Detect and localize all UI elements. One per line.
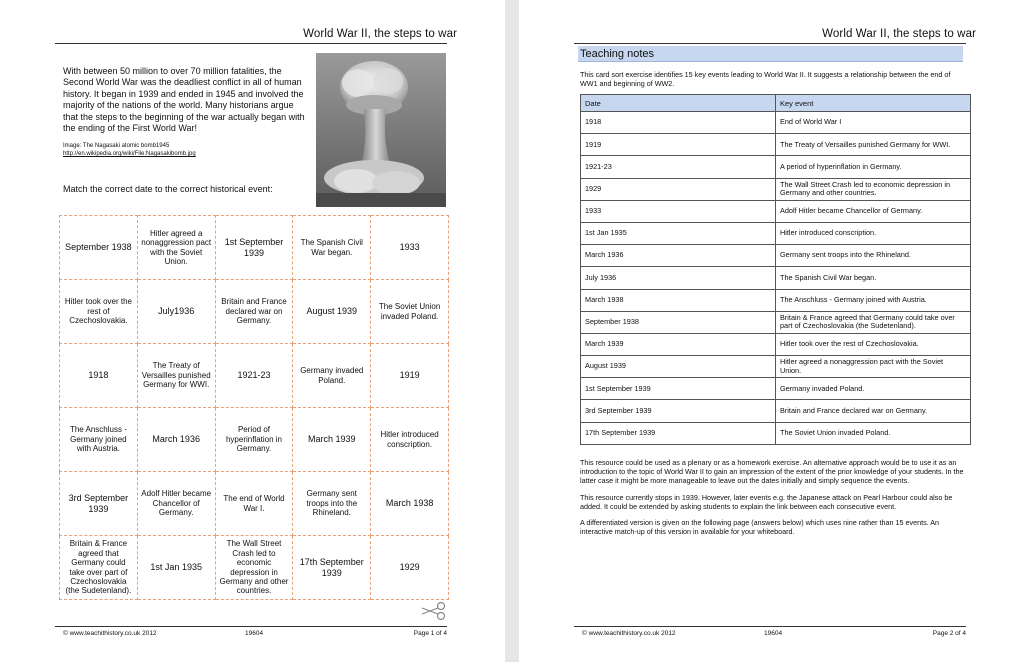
- sort-card[interactable]: Hitler took over the rest of Czechoslovakia.: [60, 280, 138, 344]
- event-description-cell: Germany invaded Poland.: [776, 378, 971, 400]
- event-description-cell: Hitler agreed a nonaggression pact with the Soviet Union.: [776, 356, 971, 378]
- footer-copyright: © www.teachithistory.co.uk 2012: [63, 630, 157, 637]
- notes-paragraph: A differentiated version is given on the following page (answers below) which uses nine rather than 15 events. An interactive match-up of this version in available for your whiteboard.: [580, 518, 940, 537]
- event-description-cell: End of World War I: [776, 112, 971, 134]
- table-row: [581, 356, 971, 378]
- sort-card[interactable]: Hitler introduced conscription.: [371, 408, 449, 472]
- page-header-title: World War II, the steps to war: [303, 28, 457, 40]
- event-date-cell: July 1936: [581, 267, 776, 289]
- sort-card[interactable]: The Wall Street Crash led to economic depression in Germany and other countries.: [215, 536, 293, 600]
- teaching-notes-body: [580, 458, 965, 543]
- table-header-row: [581, 95, 971, 112]
- event-date-cell: 1st Jan 1935: [581, 222, 776, 244]
- sort-card[interactable]: Britain & France agreed that Germany could take over part of Czechoslovakia (the Sudetenland).: [60, 536, 138, 600]
- header-rule: [574, 43, 966, 44]
- sort-card[interactable]: Hitler agreed a nonaggression pact with the Soviet Union.: [137, 216, 215, 280]
- event-description-cell: Britain and France declared war on Germany.: [776, 400, 971, 422]
- sort-card[interactable]: The Anschluss - Germany joined with Austria.: [60, 408, 138, 472]
- table-row: [581, 378, 971, 400]
- event-description-cell: Britain & France agreed that Germany could take over part of Czechoslovakia (the Sudetenland).: [776, 311, 971, 333]
- event-date-cell: 1929: [581, 178, 776, 200]
- sort-card[interactable]: Germany invaded Poland.: [293, 344, 371, 408]
- table-row: [581, 267, 971, 289]
- sort-card[interactable]: 1918: [60, 344, 138, 408]
- header-rule: [55, 43, 447, 44]
- table-row: [581, 222, 971, 244]
- nagasaki-bomb-photo: [316, 53, 446, 207]
- event-description-cell: Adolf Hitler became Chancellor of Germany.: [776, 200, 971, 222]
- footer-code: 19604: [764, 630, 783, 637]
- event-description-cell: Hitler introduced conscription.: [776, 222, 971, 244]
- sort-card[interactable]: 3rd September 1939: [60, 472, 138, 536]
- scissors-icon: [420, 601, 448, 621]
- footer-code: 19604: [245, 630, 264, 637]
- card-sort-grid: [59, 215, 449, 600]
- sort-card[interactable]: September 1938: [60, 216, 138, 280]
- table-row: [581, 112, 971, 134]
- sort-card[interactable]: 1919: [371, 344, 449, 408]
- event-description-cell: The Anschluss - Germany joined with Austria.: [776, 289, 971, 311]
- teaching-notes-heading: Teaching notes: [578, 46, 963, 62]
- event-date-cell: 1933: [581, 200, 776, 222]
- event-description-cell: Germany sent troops into the Rhineland.: [776, 245, 971, 267]
- sort-card[interactable]: March 1939: [293, 408, 371, 472]
- event-description-cell: The Wall Street Crash led to economic depression in Germany and other countries.: [776, 178, 971, 200]
- event-description-cell: Hitler took over the rest of Czechoslovakia.: [776, 333, 971, 355]
- event-description-cell: The Soviet Union invaded Poland.: [776, 422, 971, 444]
- key-events-table: [580, 94, 971, 445]
- footer-page-number: Page 1 of 4: [413, 630, 447, 637]
- card-row: [60, 472, 449, 536]
- event-date-cell: 1919: [581, 134, 776, 156]
- table-row: [581, 200, 971, 222]
- footer-copyright: © www.teachithistory.co.uk 2012: [582, 630, 676, 637]
- table-row: [581, 178, 971, 200]
- image-credit-link[interactable]: http://en.wikipedia.org/wiki/File:Nagasakibomb.jpg: [63, 151, 196, 157]
- event-date-cell: March 1936: [581, 245, 776, 267]
- sort-card[interactable]: 1st September 1939: [215, 216, 293, 280]
- header-date: Date: [581, 95, 776, 112]
- sort-card[interactable]: August 1939: [293, 280, 371, 344]
- event-date-cell: 1921-23: [581, 156, 776, 178]
- event-date-cell: March 1938: [581, 289, 776, 311]
- header-key-event: Key event: [776, 95, 971, 112]
- sort-card[interactable]: 1921-23: [215, 344, 293, 408]
- page-1: [0, 0, 505, 662]
- event-date-cell: August 1939: [581, 356, 776, 378]
- sort-card[interactable]: Adolf Hitler became Chancellor of Germany.: [137, 472, 215, 536]
- image-credit: [63, 142, 308, 158]
- event-date-cell: March 1939: [581, 333, 776, 355]
- card-row: [60, 216, 449, 280]
- sort-card[interactable]: Germany sent troops into the Rhineland.: [293, 472, 371, 536]
- card-row: [60, 344, 449, 408]
- sort-card[interactable]: 17th September 1939: [293, 536, 371, 600]
- sort-card[interactable]: March 1938: [371, 472, 449, 536]
- event-description-cell: A period of hyperinflation in Germany.: [776, 156, 971, 178]
- table-row: [581, 400, 971, 422]
- table-row: [581, 134, 971, 156]
- event-description-cell: The Spanish Civil War began.: [776, 267, 971, 289]
- event-date-cell: 3rd September 1939: [581, 400, 776, 422]
- match-instruction: Match the correct date to the correct historical event:: [63, 184, 273, 194]
- card-row: [60, 536, 449, 600]
- footer-rule: [574, 626, 966, 627]
- sort-card[interactable]: 1st Jan 1935: [137, 536, 215, 600]
- page-header-title: World War II, the steps to war: [822, 28, 976, 40]
- table-row: [581, 422, 971, 444]
- footer-rule: [55, 626, 447, 627]
- notes-paragraph: This resource could be used as a plenary or as a homework exercise. An alternative approach would be to use it as an introduction to the topic of World War II to gain an impression of the extent of the prior knowledge of your students. In the latter case it might be more manageable to leave out the dates initially and simply sequence the events.: [580, 458, 964, 486]
- event-description-cell: The Treaty of Versailles punished Germany for WWI.: [776, 134, 971, 156]
- sort-card[interactable]: The end of World War I.: [215, 472, 293, 536]
- sort-card[interactable]: July1936: [137, 280, 215, 344]
- image-credit-caption: Image: The Nagasaki atomic bomb1945: [63, 143, 170, 149]
- sort-card[interactable]: March 1936: [137, 408, 215, 472]
- table-row: [581, 333, 971, 355]
- card-row: [60, 408, 449, 472]
- notes-paragraph: This resource currently stops in 1939. However, later events e.g. the Japanese attack on Pearl Harbour could also be added. It could be extended by asking students to explain the link between each consecutive event.: [580, 492, 953, 511]
- teaching-notes-intro: This card sort exercise identifies 15 key events leading to World War II. It suggests a relationship between the end of WW1 and beginning of WW2.: [580, 70, 951, 89]
- sort-card[interactable]: 1929: [371, 536, 449, 600]
- event-date-cell: 17th September 1939: [581, 422, 776, 444]
- footer-page-number: Page 2 of 4: [932, 630, 966, 637]
- table-row: [581, 156, 971, 178]
- intro-paragraph: With between 50 million to over 70 million fatalities, the Second World War was the deadliest conflict in all of human history. It began in 1939 and ended in 1945 and involved the majority of the nations of the world. Many historians argue that the steps to the beginning of the war actually began with the ending of the First World War!: [63, 66, 305, 134]
- sort-card[interactable]: Britain and France declared war on Germany.: [215, 280, 293, 344]
- sort-card[interactable]: The Spanish Civil War began.: [293, 216, 371, 280]
- event-date-cell: 1918: [581, 112, 776, 134]
- card-row: [60, 280, 449, 344]
- event-date-cell: September 1938: [581, 311, 776, 333]
- sort-card[interactable]: The Soviet Union invaded Poland.: [371, 280, 449, 344]
- table-row: [581, 311, 971, 333]
- event-date-cell: 1st September 1939: [581, 378, 776, 400]
- table-row: [581, 289, 971, 311]
- table-row: [581, 245, 971, 267]
- sort-card[interactable]: Period of hyperinflation in Germany.: [215, 408, 293, 472]
- sort-card[interactable]: 1933: [371, 216, 449, 280]
- sort-card[interactable]: The Treaty of Versailles punished Germany for WWI.: [137, 344, 215, 408]
